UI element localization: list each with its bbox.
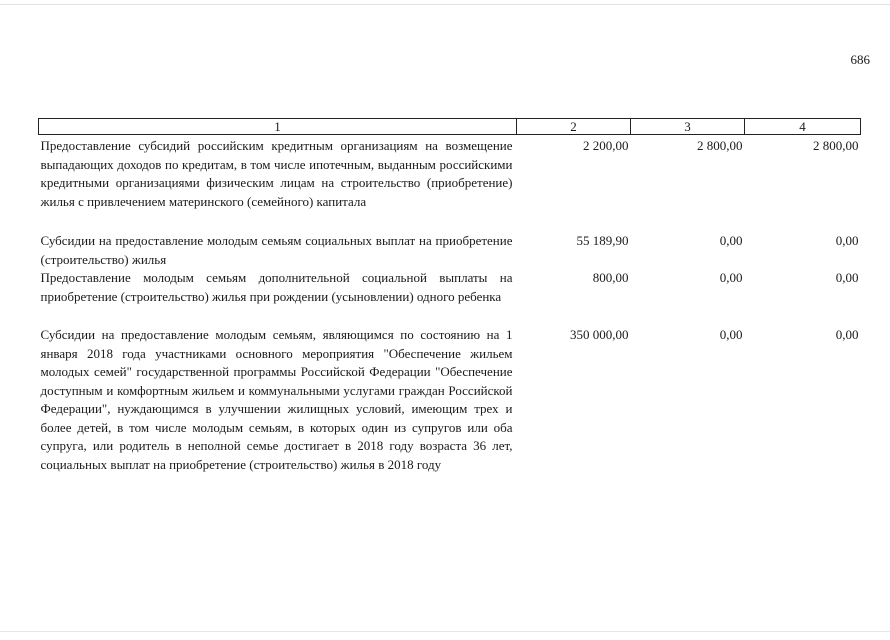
header-row [39, 119, 861, 135]
row-description: Субсидии на предоставление молодым семьям, являющимся по состоянию на 1 января 2018 года участниками основного мероприятия "Обеспечение жильем молодых семей" государственной программы Российской Федерации "Обеспечение доступным и комфортным жильем и коммунальными услугами граждан Российской Федерации", нуждающимся в улучшении жилищных условий, имеющим трех и более детей, в том числе молодым семьям, в которых один из супругов или оба супруга, или родитель в неполной семье достигает в 2018 году возраста 36 лет, социальных выплат на приобретение (строительство) жилья в 2018 году [40, 327, 513, 472]
row-description: Субсидии на предоставление молодым семьям социальных выплат на приобретение (строительство) жилья [40, 233, 513, 267]
table-row [39, 137, 861, 232]
row-value-col2: 55 189,90 [576, 233, 629, 248]
header-col-3: 3 [631, 119, 745, 135]
header-col-2: 2 [517, 119, 631, 135]
table-body [39, 135, 861, 475]
table-row [39, 269, 861, 326]
table-header [39, 119, 861, 135]
row-description: Предоставление молодым семьям дополнительной социальной выплаты на приобретение (строительство) жилья при рождении (усыновлении) одного ребенка [40, 270, 513, 304]
row-value-col4: 0,00 [835, 233, 859, 248]
row-value-col3: 2 800,00 [697, 138, 743, 153]
table-row [39, 232, 861, 269]
row-value-col3: 0,00 [719, 327, 743, 342]
row-value-col3: 0,00 [719, 270, 743, 285]
row-value-col4: 0,00 [835, 327, 859, 342]
row-value-col2: 800,00 [592, 270, 629, 285]
row-value-col2: 2 200,00 [583, 138, 629, 153]
scan-edge-top [0, 4, 890, 5]
budget-table [38, 118, 861, 474]
row-value-col2: 350 000,00 [570, 327, 629, 342]
page-number: 686 [850, 52, 870, 67]
row-value-col4: 0,00 [835, 270, 859, 285]
row-value-col3: 0,00 [719, 233, 743, 248]
budget-table-container [38, 118, 860, 474]
header-col-1: 1 [39, 119, 517, 135]
row-value-col4: 2 800,00 [813, 138, 859, 153]
header-col-4: 4 [745, 119, 861, 135]
scan-edge-bottom [0, 631, 890, 632]
row-description: Предоставление субсидий российским кредитным организациям на возмещение выпадающих доходов по кредитам, в том числе ипотечным, выданным российскими кредитными организациями физическим лицам на строительство (приобретение) жилья с привлечением материнского (семейного) капитала [40, 138, 513, 209]
table-row [39, 326, 861, 474]
